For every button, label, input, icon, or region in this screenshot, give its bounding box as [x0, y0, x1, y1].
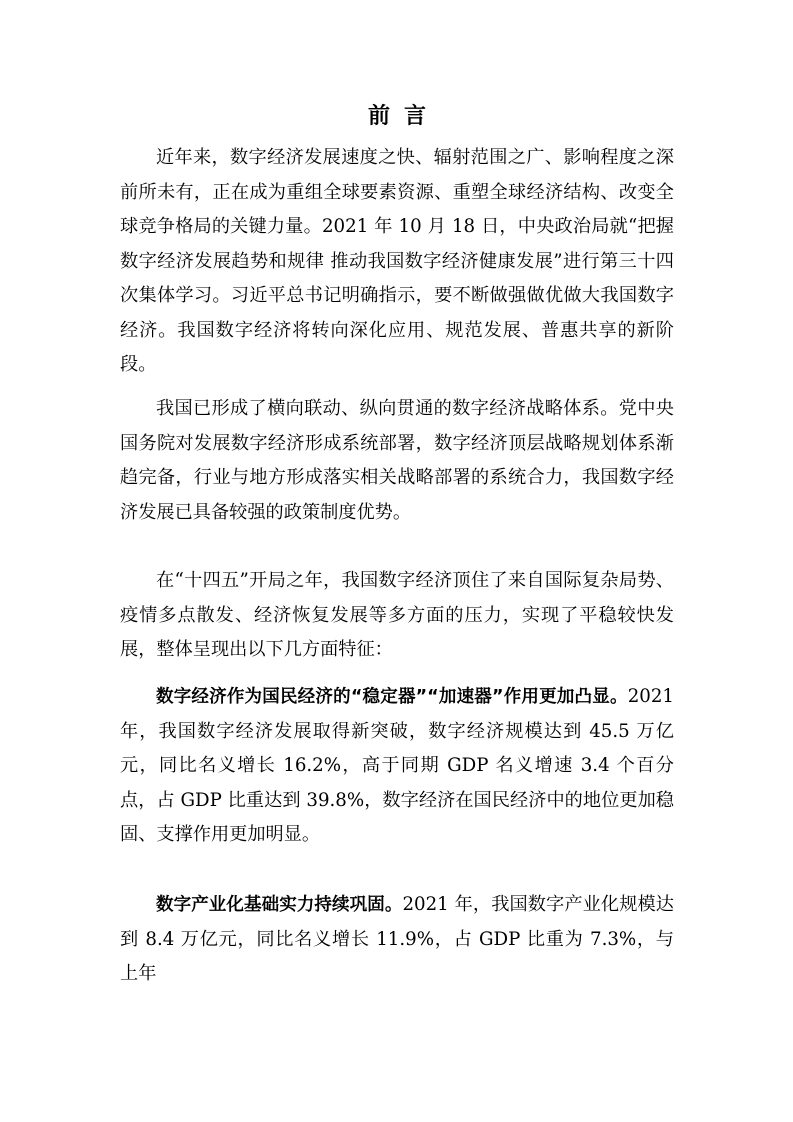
- paragraph-text: 2021 年，我国数字经济发展取得新突破，数字经济规模达到 45.5 万亿元，同比名义增长 16.2%，高于同期 GDP 名义增速 3.4 个百分点，占 GDP 比重达到 39.8%，数字经济在国民经济中的地位更加稳固、支撑作用更加明显。: [120, 686, 674, 845]
- paragraph-features-intro: [120, 564, 674, 668]
- page-title: 前言: [367, 104, 440, 129]
- paragraph-intro: [120, 141, 674, 383]
- paragraph-text: 我国已形成了横向联动、纵向贯通的数字经济战略体系。党中央国务院对发展数字经济形成系统部署，数字经济顶层战略规划体系渐趋完备，行业与地方形成落实相关战略部署的系统合力，我国数字经济发展已具备较强的政策制度优势。: [120, 398, 674, 523]
- paragraph-text: 2021 年，我国数字产业化规模达到 8.4 万亿元，同比名义增长 11.9%，占 GDP 比重为 7.3%，与上年: [120, 894, 674, 984]
- paragraph-strategy-system: [120, 392, 674, 530]
- paragraph-stabilizer: [120, 680, 674, 853]
- paragraph-lead: 数字经济作为国民经济的“稳定器”“加速器”作用更加凸显。: [156, 687, 628, 707]
- paragraph-text: 近年来，数字经济发展速度之快、辐射范围之广、影响程度之深前所未有，正在成为重组全球要素资源、重塑全球经济结构、改变全球竞争格局的关键力量。2021 年 10 月 18 日，中央政治局就“把握数字经济发展趋势和规律 推动我国数字经济健康发展”进行第三十四次集体学习。习近平总书记明确指示，要不断做强做优做大我国数字经济。我国数字经济将转向深化应用、规范发展、普惠共享的新阶段。: [120, 147, 674, 375]
- paragraph-industrialization: [120, 888, 674, 992]
- paragraph-text: 在“十四五”开局之年，我国数字经济顶住了来自国际复杂局势、疫情多点散发、经济恢复发展等多方面的压力，实现了平稳较快发展，整体呈现出以下几方面特征：: [120, 570, 674, 660]
- paragraph-lead: 数字产业化基础实力持续巩固。: [156, 895, 403, 915]
